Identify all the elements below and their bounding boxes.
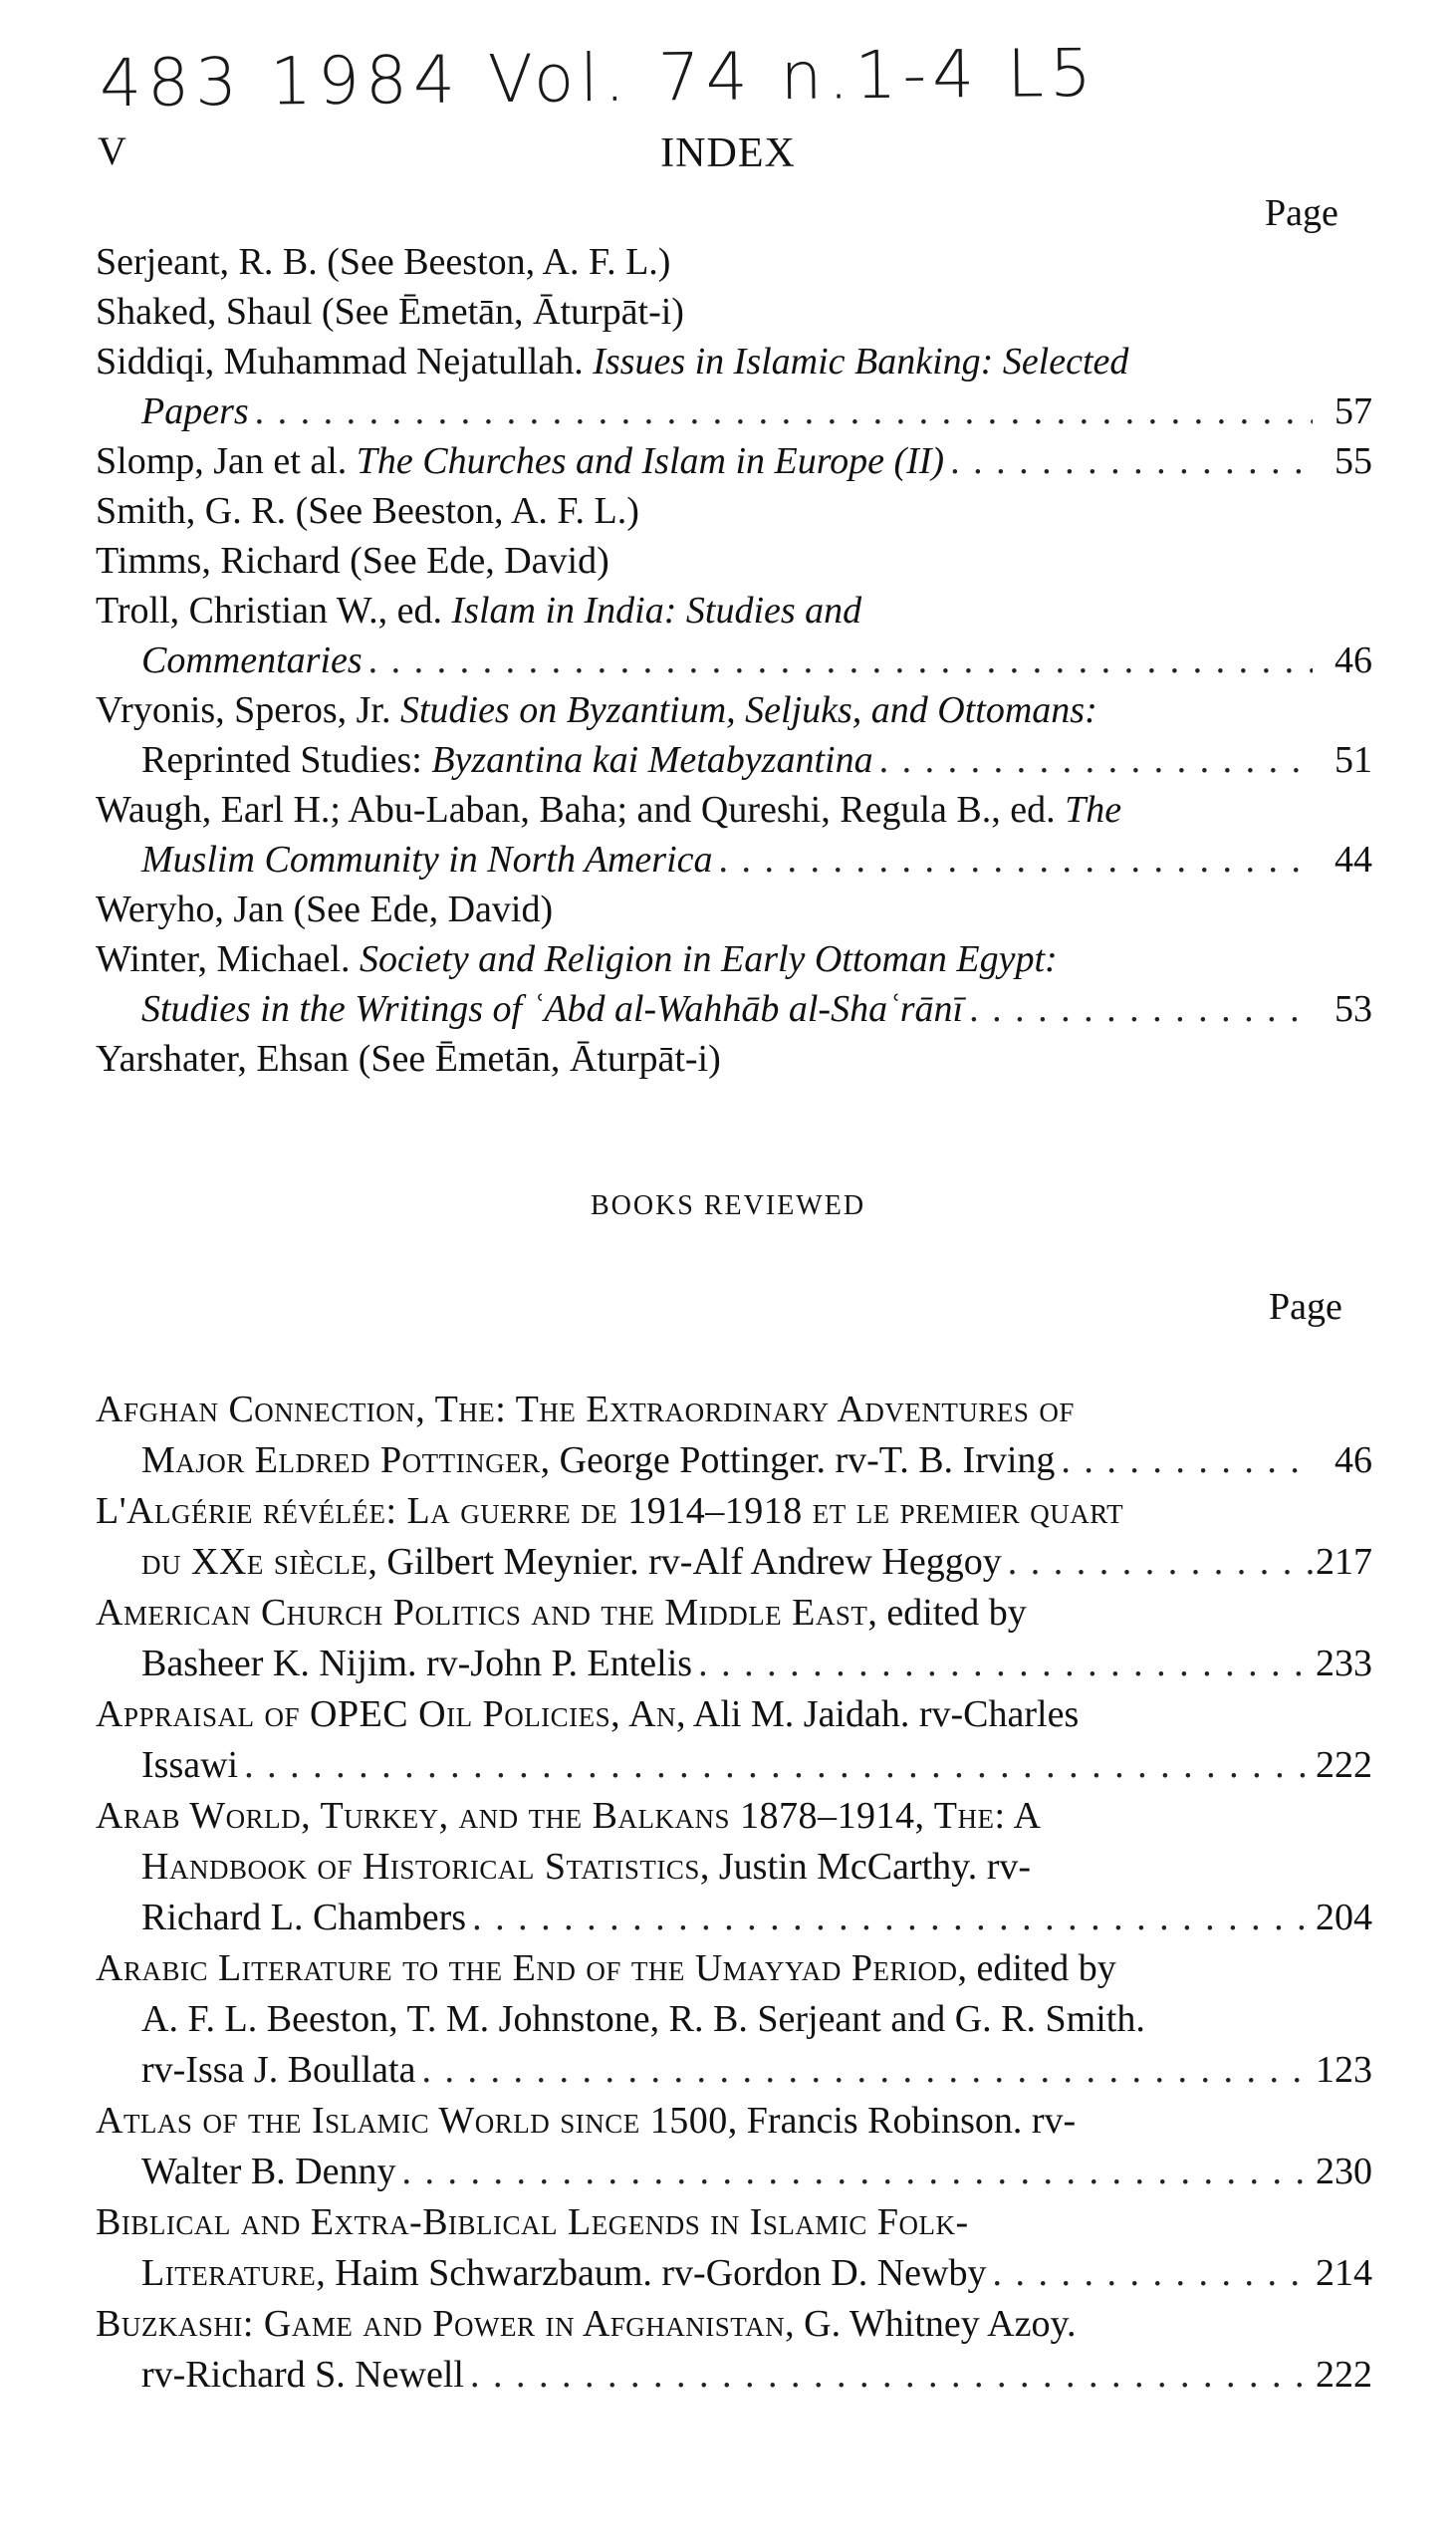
title-text: The xyxy=(1065,789,1122,831)
entry-text xyxy=(141,386,249,436)
book-title-text: Handbook of Historical Statistics xyxy=(141,1846,700,1888)
entry-text xyxy=(96,1592,1027,1634)
entry-line xyxy=(96,934,1372,984)
dot-leader xyxy=(692,1639,1313,1689)
plain-text: , Haim Schwarzbaum. rv-Gordon D. Newby xyxy=(316,2252,987,2294)
book-title-text: Arab World, Turkey, and the Balkans 1878–1914, The: A xyxy=(96,1795,1042,1837)
entry-line xyxy=(96,1435,1372,1486)
entry-line xyxy=(96,1994,1372,2045)
entry-line xyxy=(96,1588,1372,1639)
page-column-header: Page xyxy=(1265,192,1338,234)
plain-text: Timms, Richard (See Ede, David) xyxy=(96,540,609,582)
plain-text: Winter, Michael. xyxy=(96,938,360,980)
entry-line xyxy=(96,1034,1372,1084)
entry-text xyxy=(141,1893,466,1943)
entry-line xyxy=(96,486,1372,536)
entry-text xyxy=(141,1846,1031,1888)
dot-leader xyxy=(363,636,1313,685)
author-entry xyxy=(96,486,1372,536)
entry-line xyxy=(96,2045,1372,2096)
dot-leader xyxy=(944,436,1313,486)
entry-line xyxy=(96,1791,1372,1842)
book-entry xyxy=(96,1385,1372,1486)
entry-line xyxy=(96,2299,1372,2350)
title-text: Papers xyxy=(141,390,249,432)
entry-text xyxy=(141,1998,1145,2040)
entry-line xyxy=(96,386,1372,436)
entry-text xyxy=(96,241,670,283)
book-title-text: American Church Politics and the Middle East xyxy=(96,1592,868,1634)
author-entry xyxy=(96,934,1372,1034)
book-entry xyxy=(96,2197,1372,2299)
page-number: 233 xyxy=(1316,1643,1372,1684)
entry-text xyxy=(96,1038,721,1080)
entry-line xyxy=(96,237,1372,287)
entry-text xyxy=(141,636,363,685)
books-page-column-header: Page xyxy=(1269,1286,1342,1328)
plain-text: rv-Richard S. Newell xyxy=(141,2354,464,2396)
book-entry xyxy=(96,1486,1372,1588)
book-title-text: Major Eldred Pottinger xyxy=(141,1439,541,1481)
entry-text xyxy=(141,2350,464,2401)
entry-text xyxy=(96,590,861,632)
book-title-text: Buzkashi: Game and Power in Afghanistan xyxy=(96,2303,786,2345)
entry-text xyxy=(96,2303,1077,2345)
book-title-text: Atlas of the Islamic World since 1500 xyxy=(96,2100,728,2142)
page-number: 214 xyxy=(1316,2252,1372,2294)
plain-text: , Francis Robinson. rv- xyxy=(727,2100,1077,2142)
author-index-list xyxy=(96,237,1372,1084)
author-entry xyxy=(96,536,1372,586)
page-number: 44 xyxy=(1335,839,1372,881)
plain-text: Shaked, Shaul (See Ēmetān, Āturpāt-i) xyxy=(96,291,684,333)
entry-text xyxy=(96,889,553,930)
author-entry xyxy=(96,436,1372,486)
plain-text: , George Pottinger. rv-T. B. Irving xyxy=(540,1439,1056,1481)
book-title-text: Literature xyxy=(141,2252,317,2294)
book-title-text: du XXe siècle xyxy=(141,1541,368,1583)
title-text: Issues in Islamic Banking: Selected xyxy=(593,341,1129,382)
page-number: 55 xyxy=(1335,440,1372,482)
entry-text xyxy=(141,835,713,885)
entry-text xyxy=(141,1537,1002,1588)
entry-line xyxy=(96,1943,1372,1994)
book-entry xyxy=(96,1588,1372,1689)
entry-text xyxy=(96,2201,969,2243)
book-entry xyxy=(96,1943,1372,2096)
book-title-text: Afghan Connection, The: The Extraordinary Adventures of xyxy=(96,1389,1075,1430)
entry-line xyxy=(96,1842,1372,1893)
plain-text: Vryonis, Speros, Jr. xyxy=(96,689,400,731)
author-entry xyxy=(96,885,1372,934)
plain-text: Waugh, Earl H.; Abu-Laban, Baha; and Qureshi, Regula B., ed. xyxy=(96,789,1066,831)
entry-text xyxy=(96,436,944,486)
entry-line xyxy=(96,785,1372,835)
plain-text: , Justin McCarthy. rv- xyxy=(699,1846,1032,1888)
plain-text: Walter B. Denny xyxy=(141,2151,396,2192)
plain-text: Smith, G. R. (See Beeston, A. F. L.) xyxy=(96,490,639,532)
author-entry xyxy=(96,785,1372,885)
plain-text: Basheer K. Nijim. rv-John P. Entelis xyxy=(141,1643,693,1684)
book-title-text: Biblical and Extra-Biblical Legends in Islamic Folk- xyxy=(96,2201,969,2243)
entry-text xyxy=(96,689,1097,731)
plain-text: Issawi xyxy=(141,1744,239,1786)
plain-text: Weryho, Jan (See Ede, David) xyxy=(96,889,554,930)
entry-text xyxy=(96,1947,1116,1989)
entry-line xyxy=(96,1689,1372,1740)
entry-text xyxy=(141,2248,986,2299)
entry-text xyxy=(141,2045,415,2096)
dot-leader xyxy=(1002,1537,1313,1588)
book-entry xyxy=(96,2299,1372,2401)
entry-text xyxy=(96,2100,1076,2142)
book-entry xyxy=(96,2096,1372,2197)
dot-leader xyxy=(464,2350,1313,2401)
entry-line xyxy=(96,1740,1372,1791)
author-entry xyxy=(96,685,1372,785)
entry-line xyxy=(96,1385,1372,1435)
plain-text: , Ali M. Jaidah. rv-Charles xyxy=(676,1693,1080,1735)
entry-text xyxy=(141,1740,238,1791)
book-title-text: L'Algérie révélée: La guerre de 1914–1918 et le premier quart xyxy=(96,1490,1124,1532)
entry-line xyxy=(96,1486,1372,1537)
title-text: Society and Religion in Early Ottoman Egypt: xyxy=(359,938,1058,980)
page-number: 51 xyxy=(1335,739,1372,781)
page-number: 222 xyxy=(1316,1744,1372,1786)
dot-leader xyxy=(466,1893,1313,1943)
title-text: Muslim Community in North America xyxy=(141,839,713,881)
book-title-text: Appraisal of OPEC Oil Policies, An xyxy=(96,1693,677,1735)
entry-line xyxy=(96,1893,1372,1943)
author-entry xyxy=(96,337,1372,436)
plain-text: Troll, Christian W., ed. xyxy=(96,590,452,632)
dot-leader xyxy=(963,984,1313,1034)
entry-text xyxy=(141,735,873,785)
entry-text xyxy=(96,938,1058,980)
page-number: 53 xyxy=(1335,988,1372,1030)
entry-text xyxy=(141,1639,692,1689)
entry-line xyxy=(96,287,1372,337)
plain-text: , edited by xyxy=(867,1592,1027,1634)
entry-line xyxy=(96,885,1372,934)
entry-line xyxy=(96,636,1372,685)
entry-text xyxy=(141,2147,395,2197)
entry-text xyxy=(96,789,1121,831)
entry-text xyxy=(96,291,684,333)
entry-line xyxy=(96,1639,1372,1689)
books-reviewed-list xyxy=(96,1385,1372,2401)
dot-leader xyxy=(713,835,1313,885)
entry-line xyxy=(96,1537,1372,1588)
page-number: 123 xyxy=(1316,2049,1372,2091)
plain-text: Siddiqi, Muhammad Nejatullah. xyxy=(96,341,594,382)
page-title: INDEX xyxy=(660,130,796,176)
entry-line xyxy=(96,586,1372,636)
entry-text xyxy=(96,490,639,532)
entry-text xyxy=(141,1435,1055,1486)
plain-text: Serjeant, R. B. (See Beeston, A. F. L.) xyxy=(96,241,671,283)
plain-text: , Gilbert Meynier. rv-Alf Andrew Heggoy xyxy=(367,1541,1002,1583)
plain-text: Slomp, Jan et al. xyxy=(96,440,357,482)
handwritten-call-number: 483 1984 Vol. 74 n.1-4 L5 xyxy=(99,34,1098,123)
entry-line xyxy=(96,835,1372,885)
plain-text: rv-Issa J. Boullata xyxy=(141,2049,416,2091)
plain-text: Richard L. Chambers xyxy=(141,1897,467,1938)
entry-line xyxy=(96,2248,1372,2299)
title-text: The Churches and Islam in Europe (II) xyxy=(356,440,945,482)
title-text: Commentaries xyxy=(141,639,363,681)
author-entry xyxy=(96,1034,1372,1084)
entry-text xyxy=(96,1795,1041,1837)
entry-line xyxy=(96,2147,1372,2197)
plain-text: , G. Whitney Azoy. xyxy=(785,2303,1077,2345)
entry-line xyxy=(96,337,1372,386)
page-number: 46 xyxy=(1335,1439,1372,1481)
books-reviewed-heading: BOOKS REVIEWED xyxy=(590,1190,866,1221)
plain-text: , edited by xyxy=(957,1947,1116,1989)
plain-text: Reprinted Studies: xyxy=(141,739,432,781)
entry-text xyxy=(96,1490,1123,1532)
dot-leader xyxy=(986,2248,1313,2299)
entry-line xyxy=(96,536,1372,586)
entry-text xyxy=(96,1693,1079,1735)
entry-line xyxy=(96,2350,1372,2401)
entry-line xyxy=(96,436,1372,486)
author-entry xyxy=(96,287,1372,337)
book-entry xyxy=(96,1689,1372,1791)
dot-leader xyxy=(1055,1435,1313,1486)
entry-text xyxy=(141,984,963,1034)
dot-leader xyxy=(249,386,1313,436)
dot-leader xyxy=(873,735,1313,785)
title-text: Studies in the Writings of ʿAbd al-Wahhāb al-Shaʿrānī xyxy=(141,988,964,1030)
page-number: 222 xyxy=(1316,2354,1372,2396)
title-text: Islam in India: Studies and xyxy=(451,590,862,632)
dot-leader xyxy=(395,2147,1313,2197)
plain-text: Yarshater, Ehsan (See Ēmetān, Āturpāt-i) xyxy=(96,1038,721,1080)
page-number: 230 xyxy=(1316,2151,1372,2192)
book-title-text: Arabic Literature to the End of the Umayyad Period xyxy=(96,1947,958,1989)
entry-text xyxy=(96,341,1128,382)
entry-line xyxy=(96,685,1372,735)
entry-line xyxy=(96,2197,1372,2248)
page-number: 217 xyxy=(1316,1541,1372,1583)
dot-leader xyxy=(415,2045,1313,2096)
plain-text: A. F. L. Beeston, T. M. Johnstone, R. B. Serjeant and G. R. Smith. xyxy=(141,1998,1145,2040)
title-text: Studies on Byzantium, Seljuks, and Ottomans: xyxy=(399,689,1097,731)
dot-leader xyxy=(238,1740,1313,1791)
author-entry xyxy=(96,237,1372,287)
entry-text xyxy=(96,1389,1075,1430)
page-number: 46 xyxy=(1335,639,1372,681)
entry-line xyxy=(96,984,1372,1034)
entry-line xyxy=(96,735,1372,785)
author-entry xyxy=(96,586,1372,685)
page-number: 57 xyxy=(1335,390,1372,432)
book-entry xyxy=(96,1791,1372,1943)
title-text: Byzantina kai Metabyzantina xyxy=(431,739,873,781)
entry-line xyxy=(96,2096,1372,2147)
page-number: 204 xyxy=(1316,1897,1372,1938)
entry-text xyxy=(96,540,609,582)
volume-mark: V xyxy=(98,128,126,173)
